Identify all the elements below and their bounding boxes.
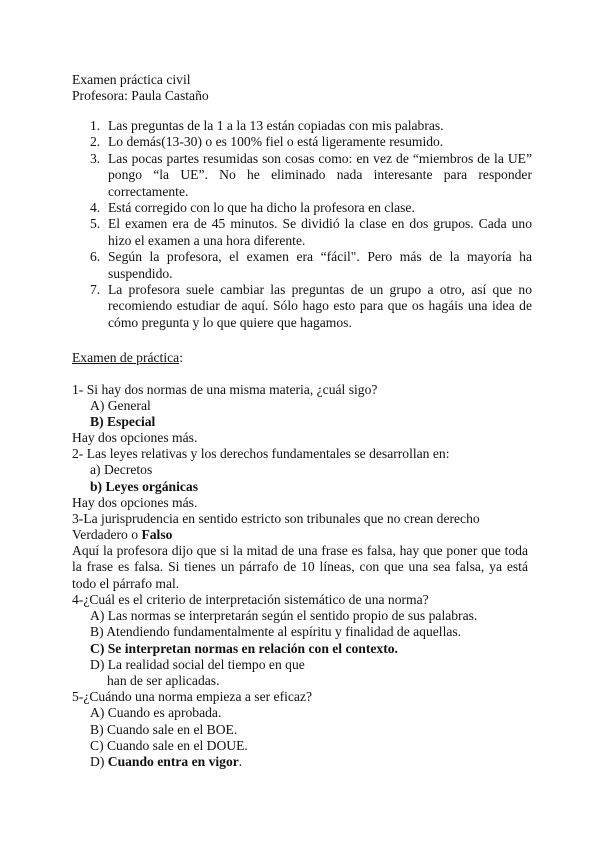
q5-option-b: B) Cuando sale en el BOE. [90,722,238,737]
note-item: 6. Según la profesora, el examen era “fácil". Pero más de la mayoría ha suspendido. [90,249,532,281]
q1-option-b-correct: B) Especial [90,414,156,429]
q1-note: Hay dos opciones más. [72,430,198,445]
note-item: 4. Está corregido con lo que ha dicho la profesora en clase. [90,200,415,216]
q5-option-d-correct: Cuando entra en vigor [107,754,239,769]
q4-option-b: B) Atendiendo fundamentalmente al espíritu y finalidad de aquellas. [90,624,462,639]
note-item: 7. La profesora suele cambiar las preguntas de un grupo a otro, así que no recomiendo estudiar de aquí. Sólo hago esto para que os hagáis una idea de cómo pregunta y lo que quiere que hagamos. [90,282,532,330]
q2-note: Hay dos opciones más. [72,495,198,510]
q4-option-c-correct: C) Se interpretan normas en relación con el contexto. [90,641,398,656]
q4-option-d-cont: han de ser aplicadas. [107,673,220,688]
note-item: 3. Las pocas partes resumidas son cosas como: en vez de “miembros de la UE” pongo “la UE”. No he eliminado nada interesante para responder correctamente. [90,150,532,199]
q3-comment: Aquí la profesora dijo que si la mitad de una frase es falsa, hay que poner que toda la frase es falsa. Si tienes un párrafo de 10 líneas, con que una sea falsa, ya está todo el párrafo mal. [72,543,528,591]
notes-list [72,118,532,331]
q2-option-a: a) Decretos [90,462,153,477]
q1-option-a: A) General [90,398,151,413]
q2-option-b-correct: b) Leyes orgánicas [90,479,198,494]
question-1: 1- Si hay dos normas de una misma materia, ¿cuál sigo? [72,382,378,397]
question-5: 5-¿Cuándo una norma empieza a ser eficaz? [72,689,313,704]
q5-option-a: A) Cuando es aprobada. [90,705,222,720]
section-heading: Examen de práctica: [72,350,183,365]
note-item: 2. Lo demás(13-30) o es 100% fiel o está ligeramente resumido. [90,134,444,150]
question-3: 3-La jurisprudencia en sentido estricto son tribunales que no crean derecho [72,511,480,526]
document-title: Examen práctica civil [72,72,191,87]
q5-option-d: D) Cuando entra en vigor. [90,754,243,769]
note-item: 5. El examen era de 45 minutos. Se dividió la clase en dos grupos. Cada uno hizo el examen a una hora diferente. [90,216,532,248]
q4-option-d: D) La realidad social del tiempo en que [90,657,305,672]
question-4: 4-¿Cuál es el criterio de interpretación sistemático de una norma? [72,592,429,607]
teacher-line: Profesora: Paula Castaño [72,88,209,103]
q5-option-c: C) Cuando sale en el DOUE. [90,738,248,753]
note-item: 1. Las preguntas de la 1 a la 13 están copiadas con mis palabras. [90,118,444,133]
q3-answer-correct: Falso [141,527,173,542]
q4-option-a: A) Las normas se interpretarán según el sentido propio de sus palabras. [90,608,478,623]
q3-answer-line: Verdadero o Falso [72,527,173,542]
question-2: 2- Las leyes relativas y los derechos fundamentales se desarrollan en: [72,446,450,461]
